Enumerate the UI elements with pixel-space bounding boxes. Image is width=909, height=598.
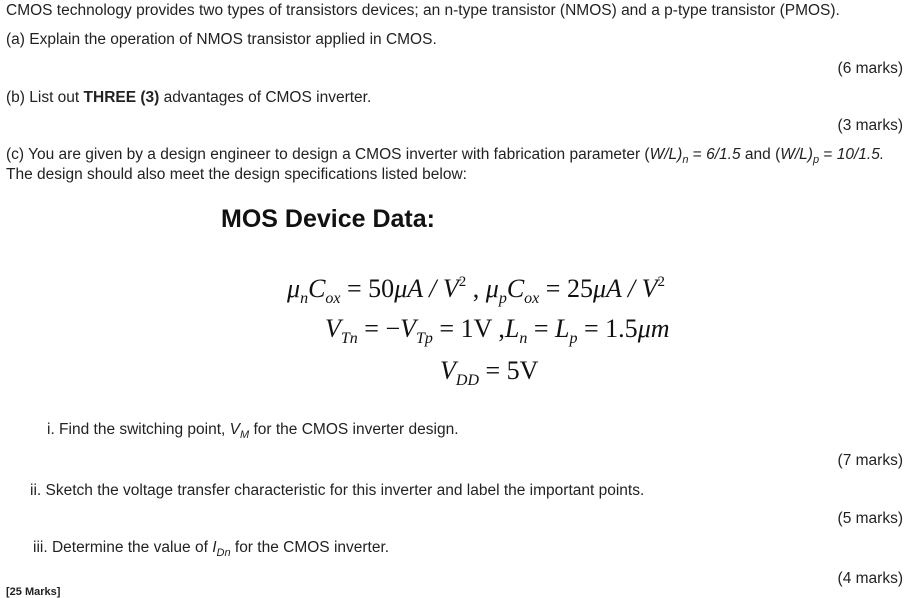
eq2-v-tn: V [325,314,341,343]
eq2-eq-neg: = − [357,314,401,343]
eq1-c-n: C [308,274,326,303]
eq1-value-2: = 25 [539,274,593,303]
eq3-sub-dd: DD [455,372,479,389]
eq2-equals: = [527,314,556,343]
question-ii-marks: (5 marks) [837,510,903,527]
part-c-wl-n: W/L) [649,146,683,163]
eq1-comma: , [466,274,486,303]
eq3-value: = 5V [479,356,539,385]
part-b-prefix: (b) List out [6,89,84,106]
part-c-value-1: 6/1.5 [706,146,741,163]
part-c-text-3: and ( [740,146,781,163]
q1-sub: M [240,429,250,441]
intro-text: CMOS technology provides two types of transistors devices; an n-type transistor (NMOS) and a p-type transistor (PMOS). [6,2,840,19]
equation-mobility [287,274,666,307]
eq2-sub-p: p [569,330,578,347]
part-a-question: (a) Explain the operation of NMOS transistor applied in CMOS. [6,31,437,48]
part-b-question [6,89,371,107]
device-data-heading: MOS Device Data: [221,205,435,233]
eq2-l-n: L [504,314,520,343]
eq1-mu-n: μ [287,274,301,303]
question-iii [33,539,389,557]
part-b-marks: (3 marks) [837,117,903,134]
part-b-suffix: advantages of CMOS inverter. [159,89,372,106]
eq3-v-dd: V [440,356,456,385]
q1-prefix: i. Find the switching point, [47,421,230,438]
eq1-unit-2: μA / V [592,274,658,303]
eq2-l-p: L [555,314,570,343]
part-c-text-4: = [819,146,837,163]
part-c-value-2: 10/1.5. [836,146,885,163]
question-iii-marks: (4 marks) [837,570,903,587]
part-c-text-2: = [688,146,707,163]
part-c-question [6,146,884,164]
part-c-sub-n: n [682,154,689,166]
eq2-value-1v: = 1V , [432,314,505,343]
eq1-sup-2: 2 [657,274,666,290]
eq2-value-length: = 1.5 [577,314,638,343]
eq1-value-1: = 50 [340,274,395,303]
equation-vdd [440,356,539,389]
eq1-sub-p: p [498,290,507,307]
question-i-marks: (7 marks) [837,452,903,469]
q3-prefix: iii. Determine the value of [33,539,213,556]
q3-var: I [212,539,217,556]
q3-sub: Dn [216,547,231,559]
eq2-sub-tp: Tp [416,330,433,347]
eq1-sup-1: 2 [458,274,467,290]
part-c-line-2: The design should also meet the design specifications listed below: [6,166,467,183]
eq1-sub-ox-2: ox [524,290,540,307]
eq2-sub-n: n [519,330,528,347]
eq1-sub-n: n [300,290,309,307]
part-c-text-1: (c) You are given by a design engineer to design a CMOS inverter with fabrication parameter ( [6,146,650,163]
part-a-marks: (6 marks) [837,60,903,77]
eq1-mu-p: μ [485,274,499,303]
question-ii: ii. Sketch the voltage transfer characteristic for this inverter and label the important points. [30,482,645,499]
total-marks-cutoff: [25 Marks] [6,586,61,598]
eq1-sub-ox-1: ox [325,290,341,307]
q1-var: V [229,421,240,438]
eq2-sub-tn: Tn [340,330,358,347]
eq1-unit-1: μA / V [394,274,459,303]
eq1-c-p: C [506,274,525,303]
equation-threshold [325,314,670,347]
part-b-bold: THREE (3) [83,89,160,106]
q1-suffix: for the CMOS inverter design. [249,421,459,438]
eq2-v-tp: V [400,314,417,343]
part-c-sub-p: p [812,154,820,166]
eq2-unit-um: μm [637,314,670,343]
question-i [47,421,459,439]
part-c-wl-p: W/L) [780,146,813,163]
q3-suffix: for the CMOS inverter. [230,539,390,556]
